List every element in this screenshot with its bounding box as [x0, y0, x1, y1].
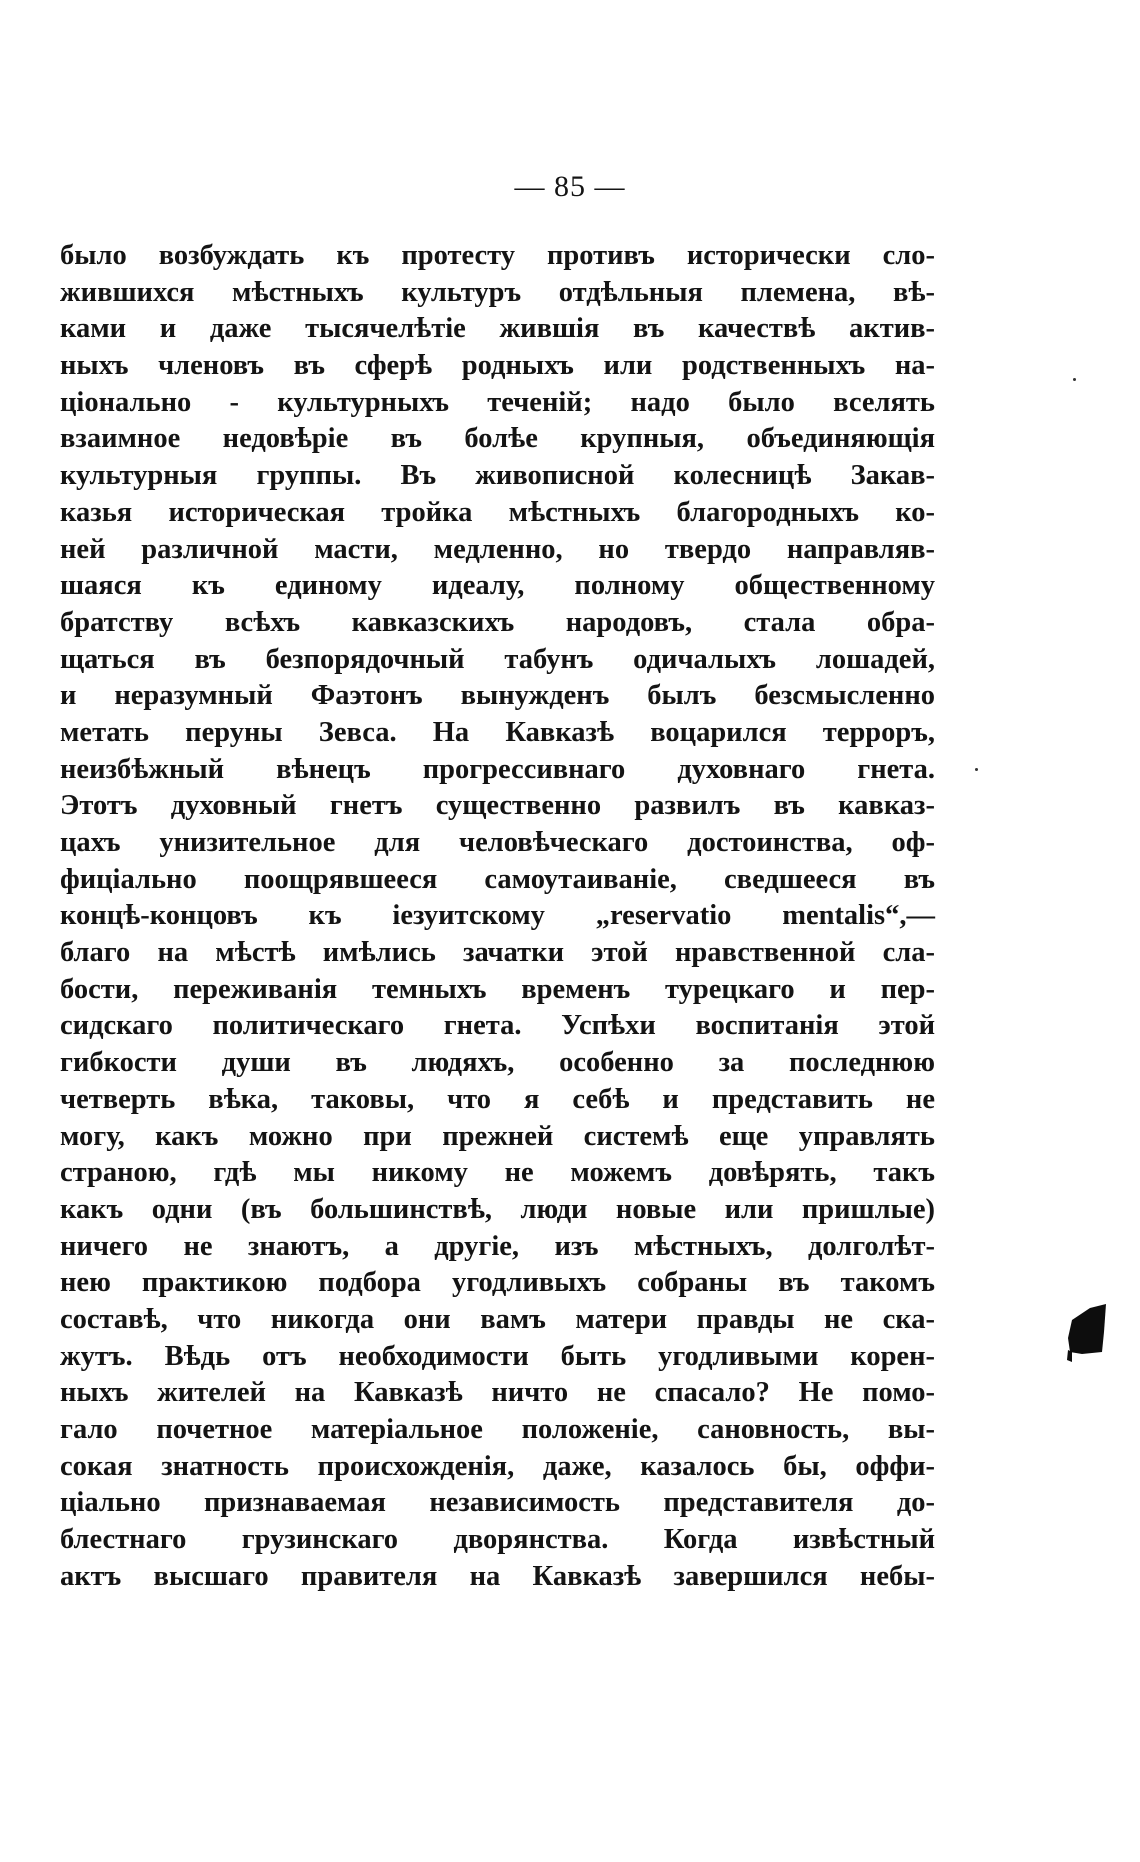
text-line: блестнаго грузинскаго дворянства. Когда извѣстный	[60, 1524, 935, 1556]
text-line: гибкости души въ людяхъ, особенно за последнюю	[60, 1047, 935, 1079]
text-line: братству всѣхъ кавказскихъ народовъ, стала обра-	[60, 606, 935, 638]
page-number: — 85 —	[514, 170, 626, 203]
text-line: взаимное недовѣріе въ болѣе крупныя, объединяющія	[60, 423, 935, 455]
text-line: сокая знатность происхожденія, даже, казалось бы, оффи-	[60, 1450, 935, 1482]
text-line: и неразумный Фаэтонъ вынужденъ былъ безсмысленно	[60, 680, 935, 712]
text-line: гало почетное матеріальное положеніе, сановность, вы-	[60, 1414, 935, 1445]
text-line: щаться въ безпорядочный табунъ одичалыхъ лошадей,	[60, 643, 935, 675]
body-text	[60, 238, 935, 1595]
text-line: сидскаго политическаго гнета. Успѣхи воспитанія этой	[60, 1010, 935, 1042]
text-line: культурныя группы. Въ живописной колесницѣ Закав-	[60, 460, 935, 492]
text-line: благо на мѣстѣ имѣлись зачатки этой нравственной сла-	[60, 937, 935, 969]
text-line: нею практикою подбора угодливыхъ собраны въ такомъ	[60, 1267, 935, 1299]
text-line: страною, гдѣ мы никому не можемъ довѣрять, такъ	[60, 1157, 935, 1189]
ink-blot-icon	[1062, 1302, 1108, 1364]
text-line: цахъ унизительное для человѣческаго достоинства, оф-	[60, 827, 935, 858]
text-line: Этотъ духовный гнетъ существенно развилъ въ кавказ-	[60, 790, 935, 822]
text-line: ками и даже тысячелѣтіе жившія въ качествѣ актив-	[60, 313, 935, 345]
text-line: ныхъ членовъ въ сферѣ родныхъ или родственныхъ на-	[60, 350, 935, 382]
text-line: неизбѣжный вѣнецъ прогрессивнаго духовнаго гнета.	[60, 753, 935, 785]
text-line: ціально признаваемая независимость представителя до-	[60, 1487, 935, 1519]
text-line: бости, переживанія темныхъ временъ турецкаго и пер-	[60, 973, 935, 1005]
text-line: фиціально поощрявшееся самоутаиваніе, сведшееся въ	[60, 863, 935, 895]
text-line: метать перуны Зевса. На Кавказѣ воцарился терроръ,	[60, 716, 935, 748]
text-line: актъ высшаго правителя на Кавказѣ завершился небы-	[60, 1560, 935, 1592]
text-line: могу, какъ можно при прежней системѣ еще управлять	[60, 1120, 935, 1152]
text-line: ней различной масти, медленно, но твердо направляв-	[60, 533, 935, 565]
text-line: четверть вѣка, таковы, что я себѣ и представить не	[60, 1083, 935, 1115]
text-line: шаяся къ единому идеалу, полному общественному	[60, 570, 935, 602]
text-line: какъ одни (въ большинствѣ, люди новые или пришлые)	[60, 1193, 935, 1225]
margin-speck	[1073, 378, 1076, 381]
text-line: ціонально - культурныхъ теченій; надо было вселять	[60, 386, 935, 418]
text-line: жившихся мѣстныхъ культуръ отдѣльныя племена, вѣ-	[60, 276, 935, 308]
text-line: ничего не знаютъ, а другіе, изъ мѣстныхъ, долголѣт-	[60, 1230, 935, 1262]
text-line: жутъ. Вѣдь отъ необходимости быть угодливыми корен-	[60, 1340, 935, 1372]
text-line: ныхъ жителей на Кавказѣ ничто не спасало? Не помо-	[60, 1377, 935, 1409]
text-line: было возбуждать къ протесту противъ исторически сло-	[60, 240, 935, 271]
margin-speck	[975, 768, 978, 771]
text-line: составѣ, что никогда они вамъ матери правды не ска-	[60, 1303, 935, 1335]
text-line: казья историческая тройка мѣстныхъ благородныхъ ко-	[60, 496, 935, 528]
text-line: концѣ-концовъ къ іезуитскому „reservatio mentalis“,—	[60, 900, 935, 932]
